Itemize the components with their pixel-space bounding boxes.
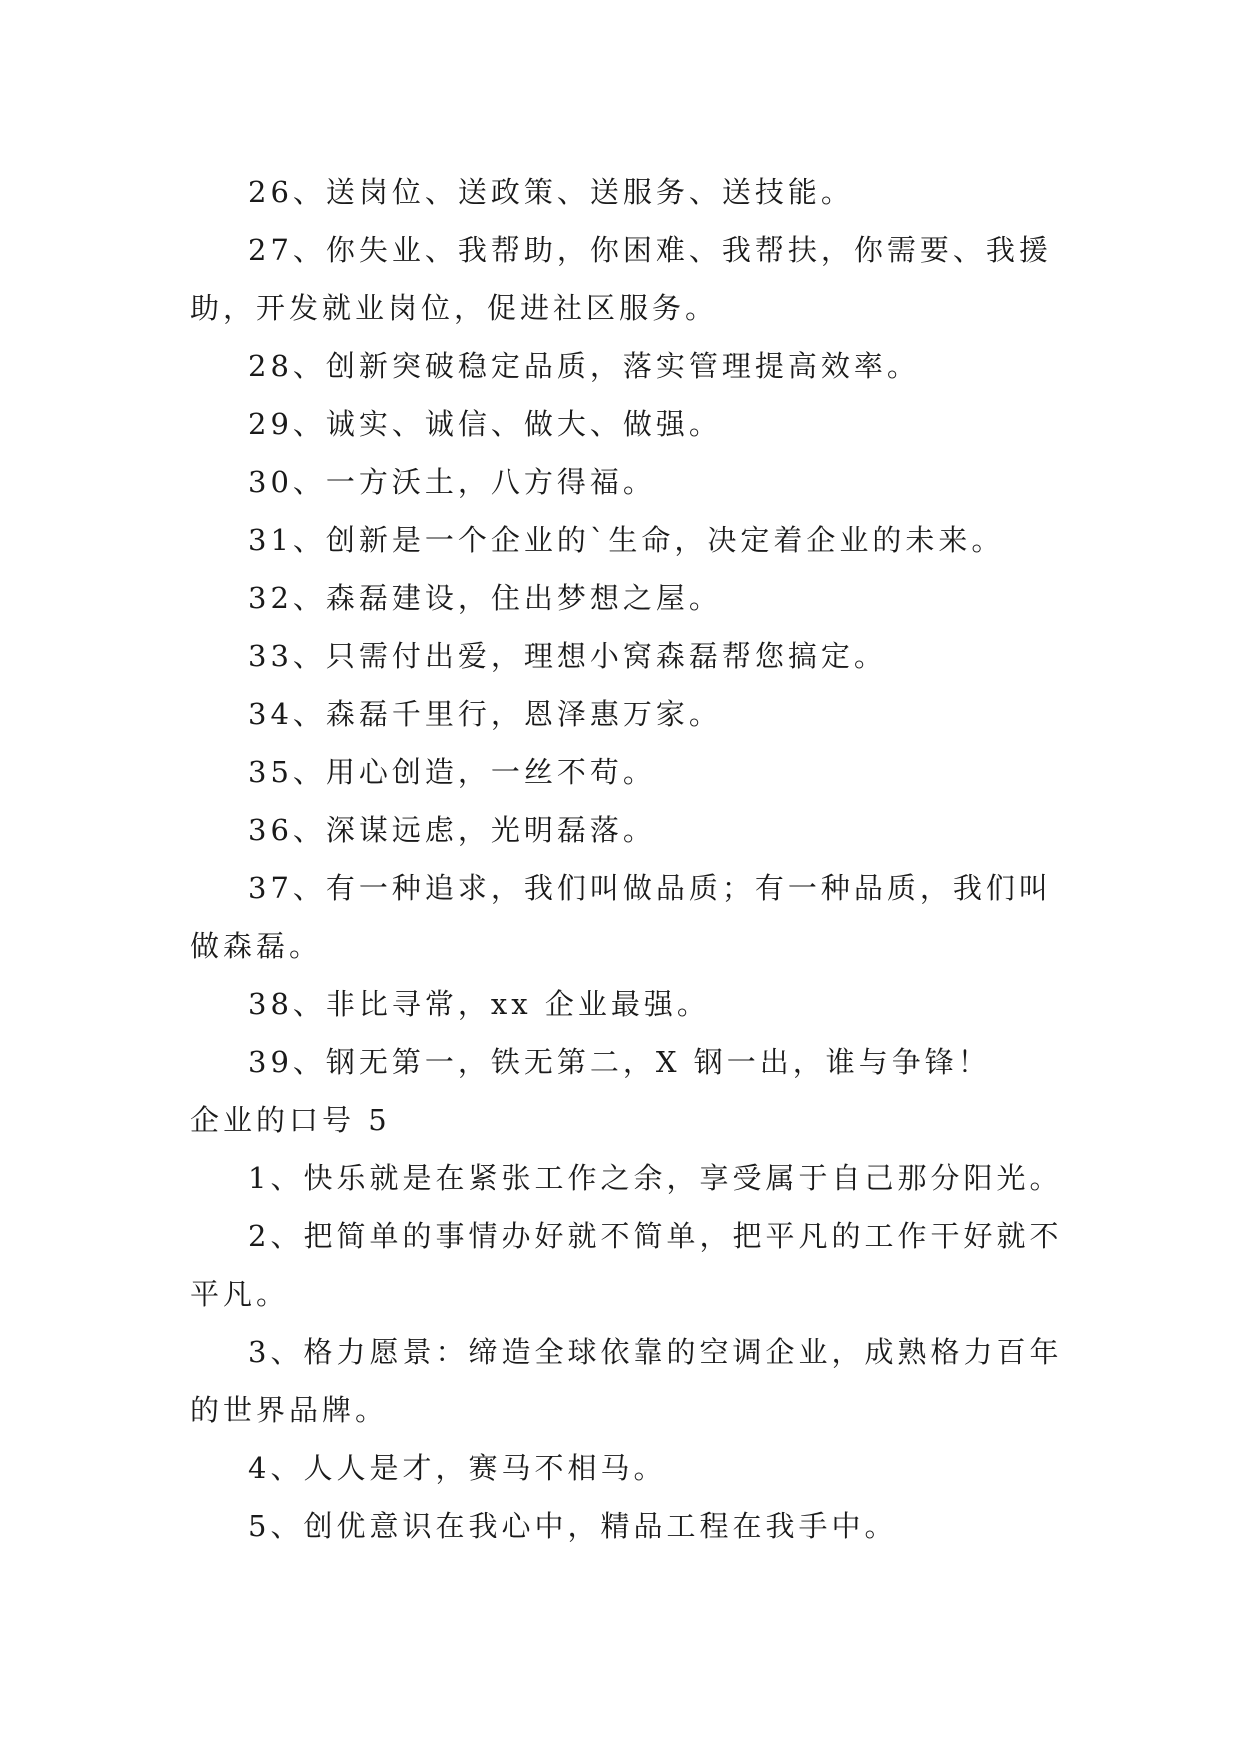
list-item: 39、钢无第一，铁无第二，X 钢一出，谁与争锋！ xyxy=(248,1045,991,1079)
document-body xyxy=(190,163,1070,1555)
list-item: 26、送岗位、送政策、送服务、送技能。 xyxy=(248,175,854,209)
list-item: 3、格力愿景：缔造全球依靠的空调企业，成熟格力百年的世界品牌。 xyxy=(190,1335,1063,1427)
list-item: 30、一方沃土，八方得福。 xyxy=(248,465,656,499)
list-item: 31、创新是一个企业的`生命，决定着企业的未来。 xyxy=(248,523,1005,557)
list-item: 29、诚实、诚信、做大、做强。 xyxy=(248,407,722,441)
list-item: 4、人人是才，赛马不相马。 xyxy=(248,1451,667,1485)
list-item: 28、创新突破稳定品质，落实管理提高效率。 xyxy=(248,349,920,383)
list-item: 38、非比寻常，xx 企业最强。 xyxy=(248,987,710,1021)
list-item: 1、快乐就是在紧张工作之余，享受属于自己那分阳光。 xyxy=(248,1161,1063,1195)
list-item: 37、有一种追求，我们叫做品质；有一种品质，我们叫做森磊。 xyxy=(190,871,1052,963)
list-item: 27、你失业、我帮助，你困难、我帮扶，你需要、我援助，开发就业岗位，促进社区服务。 xyxy=(190,233,1052,325)
list-item: 34、森磊千里行，恩泽惠万家。 xyxy=(248,697,722,731)
list-item: 33、只需付出爱，理想小窝森磊帮您搞定。 xyxy=(248,639,887,673)
list-item: 32、森磊建设，住出梦想之屋。 xyxy=(248,581,722,615)
section-heading: 企业的口号 5 xyxy=(190,1103,391,1137)
list-item: 2、把简单的事情办好就不简单，把平凡的工作干好就不平凡。 xyxy=(190,1219,1063,1311)
list-item: 36、深谋远虑，光明磊落。 xyxy=(248,813,656,847)
list-item: 35、用心创造，一丝不苟。 xyxy=(248,755,656,789)
list-item: 5、创优意识在我心中，精品工程在我手中。 xyxy=(248,1509,898,1543)
